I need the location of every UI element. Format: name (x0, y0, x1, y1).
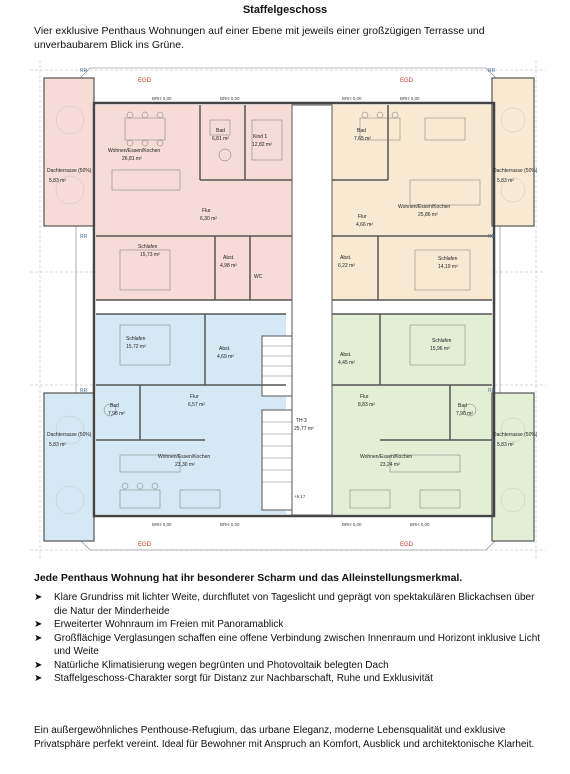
room-label: Abst. (223, 255, 235, 261)
feature-text: Erweiterter Wohnraum im Freien mit Panoramablick (54, 619, 284, 630)
room-label: WC (254, 274, 263, 280)
arrow-bullet-icon: ➤ (34, 619, 43, 630)
room-area: 7,90 m² (456, 411, 473, 417)
terrace-bottom-left (44, 393, 94, 541)
terrace-label: Dachterrasse (50%) (493, 168, 538, 174)
room-area: 15,72 m² (126, 344, 146, 350)
room-area: 15,73 m² (140, 252, 160, 258)
room-area: 6,57 m² (188, 402, 205, 408)
feature-list (34, 591, 544, 686)
room-label: Bad (110, 403, 119, 409)
feature-item (34, 618, 544, 632)
arrow-bullet-icon: ➤ (34, 592, 43, 603)
room-label: Abst. (219, 346, 231, 352)
room-area: 14,19 m² (438, 264, 458, 270)
room-label: Flur (202, 208, 211, 214)
brh-label: BRH 0,00 (220, 522, 240, 527)
brh-label: BRH 0,00 (152, 522, 172, 527)
terrace-area: 5,83 m² (497, 178, 514, 184)
feature-item (34, 591, 544, 618)
page-heading: Staffelgeschoss (242, 4, 328, 16)
room-label: Kind 1 (253, 134, 268, 140)
room-label: Schlafen (438, 256, 458, 262)
room-label: Wohnen/Essen/Kochen (158, 454, 211, 460)
brh-label: BRH 0,00 (410, 522, 430, 527)
room-label: Bad (458, 403, 467, 409)
arrow-bullet-icon: ➤ (34, 659, 43, 671)
rr-label: RR (80, 388, 88, 394)
room-label: Wohnen/Essen/Kochen (398, 204, 451, 210)
tagline: Jede Penthaus Wohnung hat ihr besonderer Scharm und das Alleinstellungsmerkmal. (34, 572, 463, 584)
room-label: Abst. (340, 255, 352, 261)
room-area: 7,98 m² (108, 411, 125, 417)
rr-label: RR (488, 388, 496, 394)
terrace-area: 5,83 m² (497, 442, 514, 448)
terrace-area: 5,83 m² (49, 178, 66, 184)
brh-label: BRH 0,00 (342, 522, 362, 527)
room-area: 15,96 m² (430, 346, 450, 352)
room-label: Flur (360, 394, 369, 400)
room-area: 4,45 m² (338, 360, 355, 366)
egd-label: EGD (400, 542, 414, 548)
room-label: Wohnen/Essen/Kochen (360, 454, 413, 460)
room-area: 25,86 m² (418, 212, 438, 218)
room-area: 4,66 m² (356, 222, 373, 228)
feature-item (34, 672, 544, 686)
room-area: 23,30 m² (175, 462, 195, 468)
room-area: 4,98 m² (220, 263, 237, 269)
terrace-top-right (492, 78, 534, 226)
room-area: 4,69 m² (217, 354, 234, 360)
room-area: 12,82 m² (252, 142, 272, 148)
room-area: 8,83 m² (358, 402, 375, 408)
feature-item (34, 632, 544, 659)
room-area: 6,22 m² (338, 263, 355, 269)
room-label: TH 3 (296, 418, 307, 424)
room-label: Schlafen (138, 244, 158, 250)
rr-label: RR (80, 68, 88, 74)
feature-text: Natürliche Klimatisierung wegen begrünten und Photovoltaik belegten Dach (54, 659, 389, 671)
feature-item (34, 659, 544, 673)
brh-label: BRH 0,00 (342, 96, 362, 101)
level-label: +6,17 (294, 494, 306, 499)
room-label: Schlafen (126, 336, 146, 342)
terrace-label: Dachterrasse (50%) (493, 432, 538, 438)
room-label: Flur (190, 394, 199, 400)
room-area: 25,77 m² (294, 426, 314, 432)
feature-text: Großflächige Verglasungen schaffen eine offene Verbindung zwischen Innenraum und Horizont inklusive Licht und Weite (54, 632, 541, 657)
brh-label: BRH 0,00 (220, 96, 240, 101)
egd-label: EGD (138, 78, 152, 84)
arrow-bullet-icon: ➤ (34, 673, 43, 684)
room-label: Abst. (340, 352, 352, 358)
brh-label: BRH 0,00 (400, 96, 420, 101)
arrow-bullet-icon: ➤ (34, 632, 43, 644)
floor-plan-drawing (30, 60, 546, 560)
room-label: Schlafen (432, 338, 452, 344)
floor-plan (30, 60, 546, 560)
room-label: Wohnen/Essen/Kochen (108, 148, 161, 154)
terrace-bottom-right (492, 393, 534, 541)
room-area: 23,24 m² (380, 462, 400, 468)
intro-text: Vier exklusive Penthaus Wohnungen auf einer Ebene mit jeweils einer großzügigen Terrasse und unverbaubarem Blick ins Grüne. (34, 25, 485, 51)
rr-label: RR (488, 234, 496, 240)
rr-label: RR (488, 68, 496, 74)
terrace-label: Dachterrasse (50%) (47, 432, 92, 438)
apartment-top-right (332, 105, 492, 300)
room-area: 6,81 m² (212, 136, 229, 142)
room-area: 7,65 m² (354, 136, 371, 142)
outro-text: Ein außergewöhnliches Penthouse-Refugium, das urbane Eleganz, moderne Lebensqualität und exklusive Privatsphäre perfekt vereint. Ideal für Bewohner mit Anspruch an Komfort, Ausblick und architektonische Klarheit. (34, 725, 535, 750)
room-area: 6,30 m² (200, 216, 217, 222)
brh-label: BRH 0,00 (152, 96, 172, 101)
room-label: Bad (216, 128, 225, 134)
rr-label: RR (80, 234, 88, 240)
egd-label: EGD (400, 78, 414, 84)
feature-text: Klare Grundriss mit lichter Weite, durchflutet von Tageslicht und geprägt von spektakulären Blickachsen über die Natur der Minderheide (54, 592, 535, 617)
room-label: Flur (358, 214, 367, 220)
feature-text: Staffelgeschoss-Charakter sorgt für Distanz zur Nachbarschaft, Ruhe und Exklusivität (54, 673, 433, 684)
room-label: Bad (357, 128, 366, 134)
terrace-area: 5,83 m² (49, 442, 66, 448)
egd-label: EGD (138, 542, 152, 548)
room-area: 26,81 m² (122, 156, 142, 162)
terrace-label: Dachterrasse (50%) (47, 168, 92, 174)
